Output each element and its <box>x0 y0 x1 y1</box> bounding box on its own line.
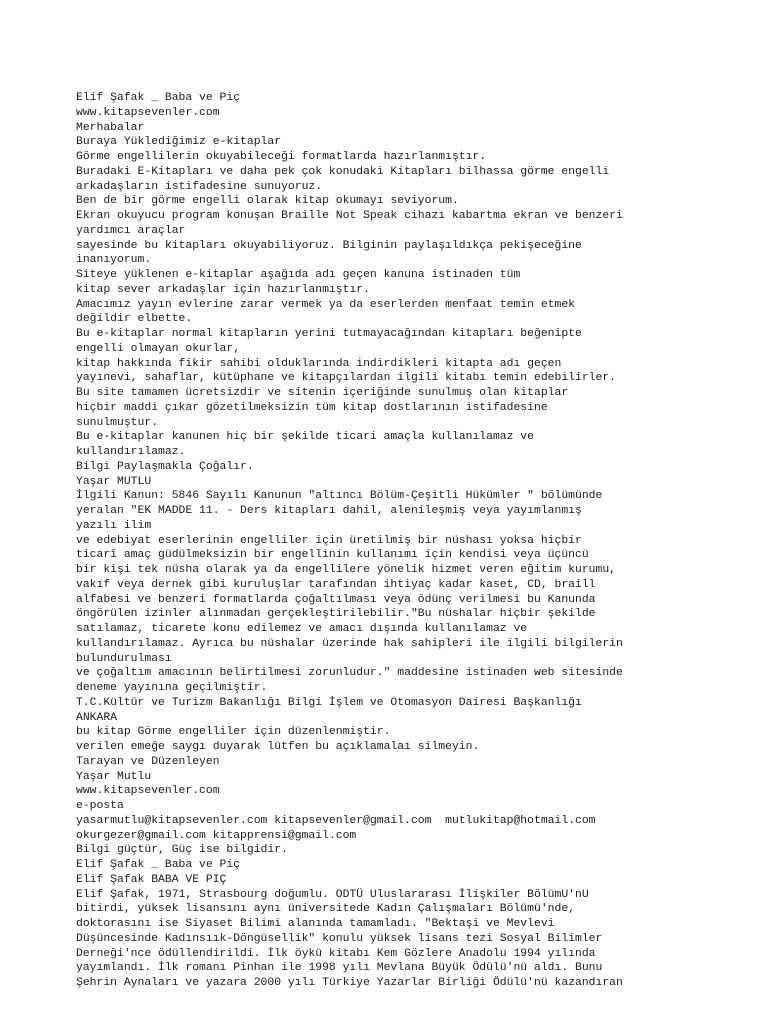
text-line: Elif Şafak, 1971, Strasbourg doğumlu. ODTÜ Uluslararası İlişkiler BölümU'nU <box>76 888 589 901</box>
text-line: T.C.Kültür ve Turizm Bakanlığı Bilgi İşlem ve Otomasyon Dairesi Başkanlığı <box>76 696 582 709</box>
text-line: yayımlandı. İlk romanı Pinhan ile 1998 yılı Mevlana Büyük Ödülü'nü aldı. Bunu <box>76 962 603 975</box>
text-line: ticarî amaç güdülmeksizin bir engellinin kullanımı için kendisi veya üçüncü <box>76 549 589 562</box>
text-line: kitap sever arkadaşlar için hazırlanmıştır. <box>76 283 370 296</box>
text-line: Merhabalar <box>76 121 145 134</box>
text-line: alfabesi ve benzeri formatlarda çoğaltılması veya ödünç verilmesi bu Kanunda <box>76 593 596 606</box>
document-text <box>76 91 760 991</box>
text-line: bulundurulması <box>76 652 172 665</box>
text-line: yayınevi, sahaflar, kütüphane ve kitapçılardan ilgili kitabı temin edebilirler. <box>76 372 617 385</box>
text-line: www.kitapsevenler.com <box>76 785 220 798</box>
text-line: sayesinde bu kitapları okuyabiliyoruz. Bilginin paylaşıldıkça pekişeceğine <box>76 239 582 252</box>
text-line: Bilgi Paylaşmakla Çoğalır. <box>76 460 254 473</box>
text-line: kullandırılamaz. <box>76 446 186 458</box>
text-line: bu kitap Görme engelliler için düzenlenmiştir. <box>76 726 391 739</box>
text-line: Bu site tamamen ücretsizdir ve sitenin içeriğinde sunulmuş olan kitaplar <box>76 387 569 399</box>
text-line: Elif Şafak _ Baba ve Piç <box>76 92 241 104</box>
text-line: Buraya Yüklediğimiz e-kitaplar <box>76 136 282 149</box>
text-line: İlgili Kanun: 5846 Sayılı Kanunun "altıncı Bölüm-Çeşitli Hükümler " bölümünde <box>76 490 603 503</box>
text-line: kullandırılamaz. Ayrıca bu nüshalar üzerinde hak sahipleri ile ilgili bilgilerin <box>76 637 623 650</box>
text-line: verilen emeğe saygı duyarak lütfen bu açıklamalaı silmeyin. <box>76 741 480 753</box>
text-line: Yaşar MUTLU <box>76 475 152 488</box>
text-line: Yaşar Mutlu <box>76 770 152 783</box>
text-line: yeralan "EK MADDE 11. - Ders kitapları dahil, alenileşmiş veya yayımlanmış <box>76 505 582 517</box>
text-line: Ekran okuyucu program konuşan Braille Not Speak cihazı kabartma ekran ve benzeri <box>76 210 623 222</box>
text-line: arkadaşların istifadesine sunuyoruz. <box>76 180 323 193</box>
text-line: deneme yayınına geçilmiştir. <box>76 682 268 694</box>
text-line: bitirdi, yüksek lisansını aynı üniversitede Kadın Çalışmaları Bölümü'nde, <box>76 903 575 916</box>
text-line: öngörülen izinler alınmadan gerçekleştirilebilir."Bu nüshalar hiçbir şekilde <box>76 608 596 621</box>
text-line: Bilgi güçtür, Güç ise bilgidir. <box>76 844 288 857</box>
text-line: Derneği'nce ödüllendirildi. İlk öykü kitabı Kem Gözlere Anadolu 1994 yılında <box>76 947 596 960</box>
text-line: ve edebiyat eserlerinin engelliler için üretilmiş bir nüshası yoksa hiçbir <box>76 534 582 547</box>
text-line: ve çoğaltım amacının belirtilmesi zorunludur." maddesine istinaden web sitesinde <box>76 667 623 680</box>
text-line: Tarayan ve Düzenleyen <box>76 755 220 768</box>
text-line: www.kitapsevenler.com <box>76 106 220 119</box>
text-line: yasarmutlu@kitapsevenler.com kitapsevenler@gmail.com mutlukitap@hotmail.com <box>76 814 596 827</box>
text-line: yardımcı araçlar <box>76 224 186 237</box>
text-line: kitap hakkında fikir sahibi olduklarında indirdikleri kitapta adı geçen <box>76 357 562 370</box>
text-line: Görme engellilerin okuyabileceği formatlarda hazırlanmıştır. <box>76 151 487 163</box>
text-line: Elif Şafak _ Baba ve Piç <box>76 859 241 871</box>
text-line: bir kişi tek nüsha olarak ya da engellilere yönelik hizmet veren eğitim kurumu, <box>76 564 617 576</box>
text-line: doktorasını ise Siyaset Bilimi alanında tamamladı. "Bektaşi ve Mevlevi <box>76 918 555 930</box>
text-line: Elif Şafak BABA VE PIÇ <box>76 873 227 886</box>
text-line: değildir elbette. <box>76 313 193 326</box>
text-line: satılamaz, ticarete konu edilemez ve amacı dışında kullanılamaz ve <box>76 623 528 635</box>
text-line: engelli olmayan okurlar, <box>76 342 241 355</box>
text-line: Bu e-kitaplar kanunen hiç bir şekilde ticari amaçla kullanılamaz ve <box>76 431 534 444</box>
text-line: Siteye yüklenen e-kitaplar aşağıda adı geçen kanuna istinaden tüm <box>76 269 521 281</box>
text-line: hiçbir maddi çıkar gözetilmeksizin tüm kitap dostlarının istifadesine <box>76 401 548 414</box>
text-line: okurgezer@gmail.com kitapprensi@gmail.com <box>76 829 357 842</box>
text-line: yazılı ilim <box>76 519 152 532</box>
text-line: Düşüncesinde Kadınsıık-Döngüsellik" konulu yüksek lisans tezi Sosyal Bilimler <box>76 932 603 945</box>
text-line: sunulmuştur. <box>76 416 159 429</box>
text-line: Şehrin Aynaları ve yazara 2000 yılı Türkiye Yazarlar Birliği Ödülü'nü kazandıran <box>76 977 623 989</box>
text-line: ANKARA <box>76 711 118 724</box>
text-line: Buradaki E-Kitapları ve daha pek çok konudaki Kitapları bilhassa görme engelli <box>76 165 610 178</box>
text-line: Amacımız yayın evlerine zarar vermek ya da eserlerden menfaat temin etmek <box>76 298 575 311</box>
text-line: e-posta <box>76 800 124 812</box>
text-line: Bu e-kitaplar normal kitapların yerini tutmayacağından kitapları beğenipte <box>76 328 582 340</box>
text-line: inanıyorum. <box>76 254 152 267</box>
text-line: Ben de bir görme engelli olarak kitap okumayı seviyorum. <box>76 195 459 208</box>
text-line: vakıf veya dernek gibi kuruluşlar tarafından ihtiyaç kadar kaset, CD, braill <box>76 578 596 591</box>
